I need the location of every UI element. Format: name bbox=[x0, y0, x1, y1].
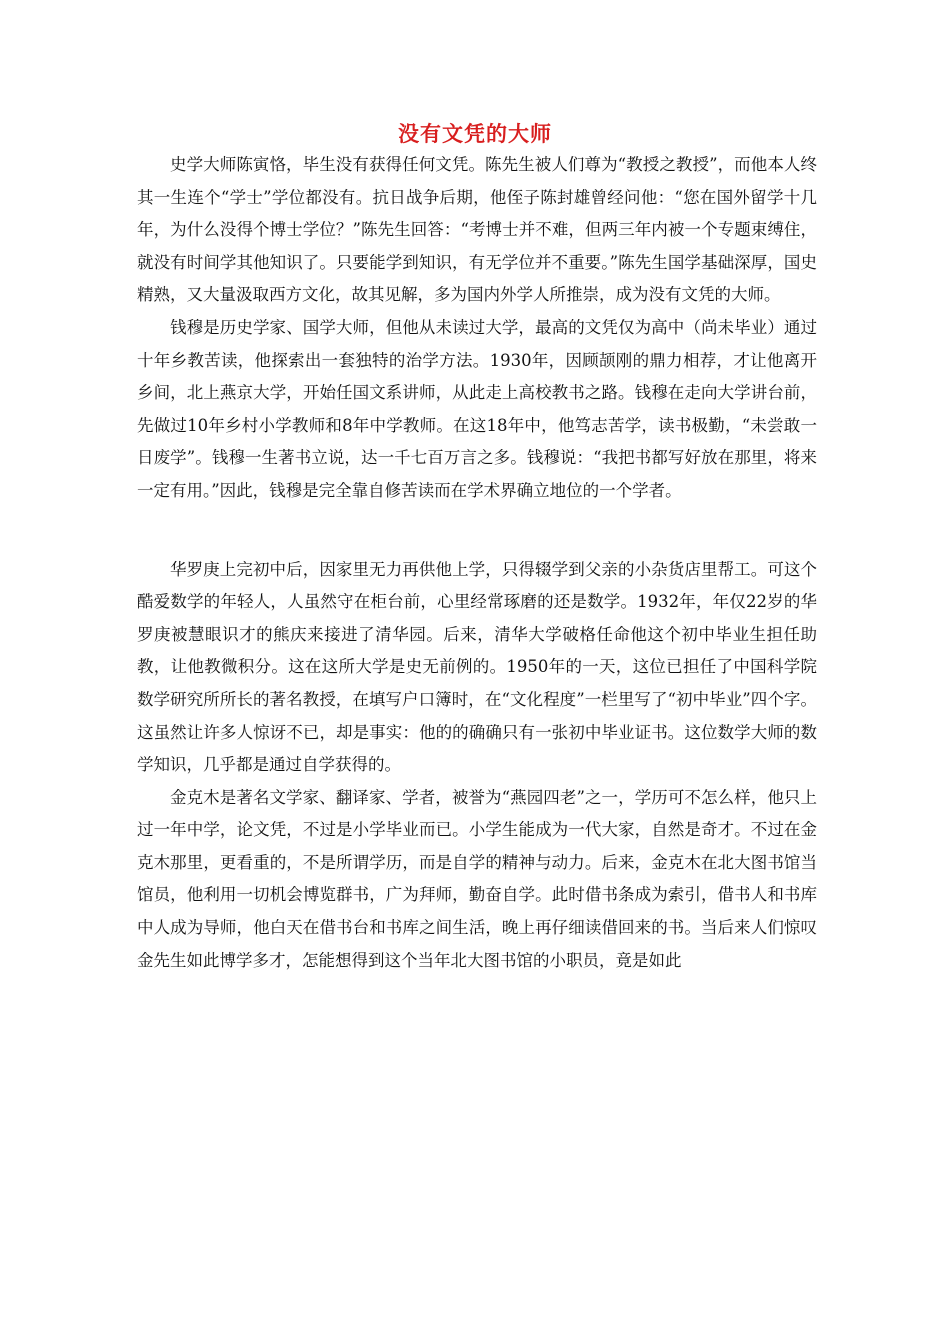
paragraph-hua-luogeng: 华罗庚上完初中后，因家里无力再供他上学，只得辍学到父亲的小杂货店里帮工。可这个酷爱数学的年轻人，人虽然守在柜台前，心里经常琢磨的还是数学。1932年，年仅22岁的华罗庚被慧眼识才的熊庆来接进了清华园。后来，清华大学破格任命他这个初中毕业生担任助教，让他教微积分。这在这所大学是史无前例的。1950年的一天，这位已担任了中国科学院数学研究所所长的著名教授，在填写户口簿时，在“文化程度”一栏里写了“初中毕业”四个字。这虽然让许多人惊讶不已，却是事实：他的的确确只有一张初中毕业证书。这位数学大师的数学知识，几乎都是通过自学获得的。 bbox=[137, 559, 817, 775]
paragraph-qian-mu: 钱穆是历史学家、国学大师，但他从未读过大学，最高的文凭仅为高中（尚未毕业）通过十年乡教苦读，他探索出一套独特的治学方法。1930年，因顾颉刚的鼎力相荐，才让他离开乡间，北上燕京大学，开始任国文系讲师，从此走上高校教书之路。钱穆在走向大学讲台前，先做过10年乡村小学教师和8年中学教师。在这18年中，他笃志苦学，读书极勤，“未尝敢一日废学”。钱穆一生著书立说，达一千七百万言之多。钱穆说：“我把书都写好放在那里，将来一定有用。”因此，钱穆是完全靠自修苦读而在学术界确立地位的一个学者。 bbox=[137, 317, 817, 500]
document-title: 没有文凭的大师 bbox=[398, 122, 552, 146]
document-body bbox=[137, 149, 817, 977]
paragraph-jin-kemu: 金克木是著名文学家、翻译家、学者，被誉为“燕园四老”之一，学历可不怎么样，他只上过一年中学，论文凭，不过是小学毕业而已。小学生能成为一代大家，自然是奇才。不过在金克木那里，更看重的，不是所谓学历，而是自学的精神与动力。后来，金克木在北大图书馆当馆员，他利用一切机会博览群书，广为拜师，勤奋自学。此时借书条成为索引，借书人和书库中人成为导师，他白天在借书台和书库之间生活，晚上再仔细读借回来的书。当后来人们惊叹金先生如此博学多才，怎能想得到这个当年北大图书馆的小职员，竟是如此 bbox=[137, 787, 817, 970]
paragraph-chen-yinke: 史学大师陈寅恪，毕生没有获得任何文凭。陈先生被人们尊为“教授之教授”，而他本人终其一生连个“学士”学位都没有。抗日战争后期，他侄子陈封雄曾经问他：“您在国外留学十几年，为什么没得个博士学位？”陈先生回答：“考博士并不难，但两三年内被一个专题束缚住，就没有时间学其他知识了。只要能学到知识，有无学位并不重要。”陈先生国学基础深厚，国史精熟，又大量汲取西方文化，故其见解，多为国内外学人所推崇，成为没有文凭的大师。 bbox=[137, 155, 817, 305]
